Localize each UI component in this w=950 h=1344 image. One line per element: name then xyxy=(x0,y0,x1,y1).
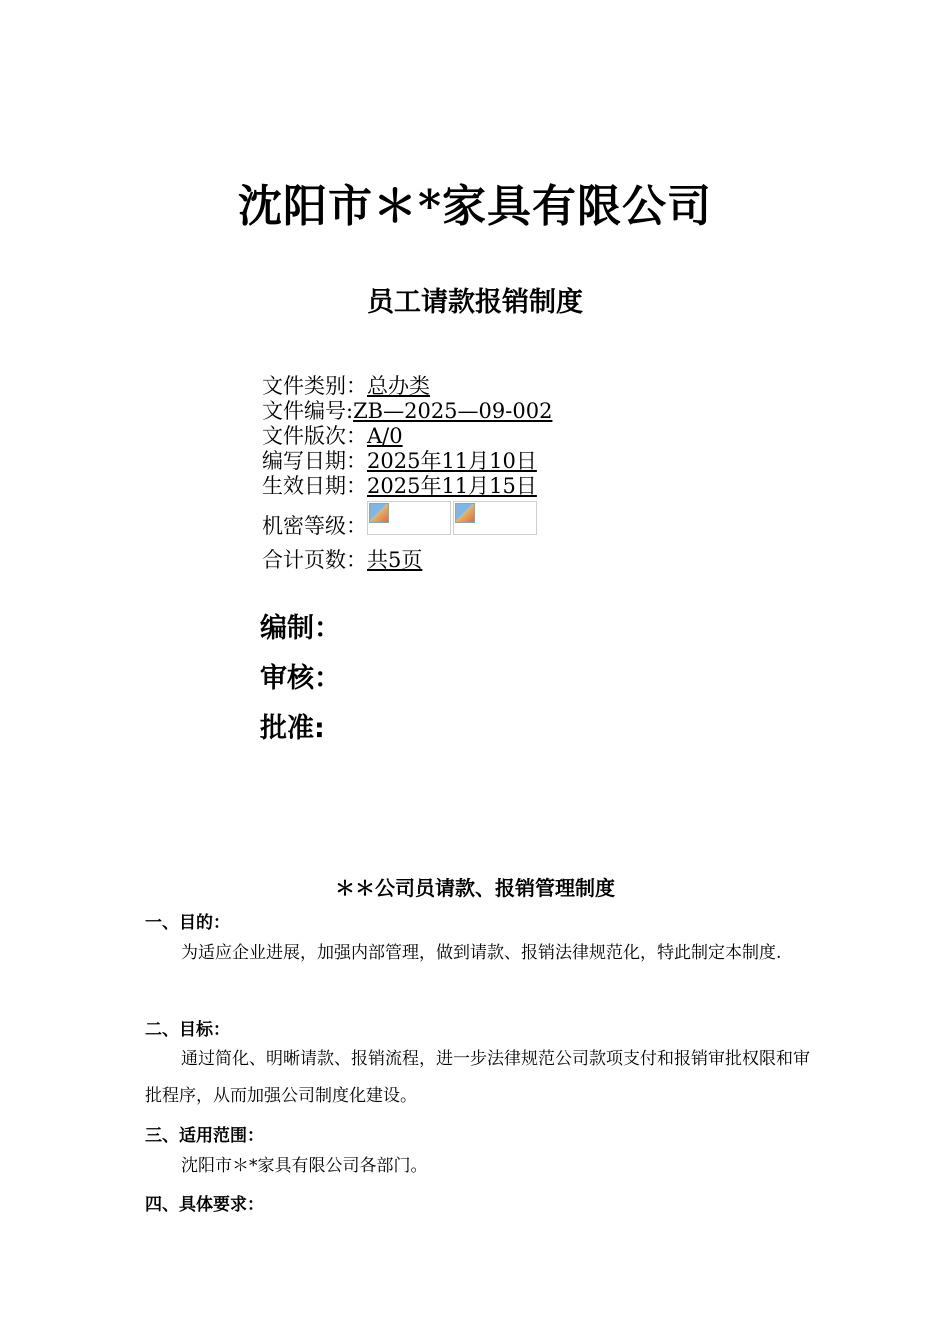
sign-reviewed: 审核： xyxy=(260,663,341,694)
meta-pages-label: 合计页数： xyxy=(262,548,367,572)
section-3-paragraph xyxy=(145,1148,810,1185)
meta-version-value: A/0 xyxy=(367,424,403,448)
body-title: ＊＊公司员请款、报销管理制度 xyxy=(335,876,615,900)
broken-image-icon xyxy=(367,501,451,535)
meta-pages xyxy=(262,547,422,573)
document-subtitle: 员工请款报销制度 xyxy=(367,287,583,318)
section-4-heading: 四、具体要求： xyxy=(145,1195,264,1215)
meta-number-value: ZB—2025—09-002 xyxy=(353,399,553,423)
meta-written-value: 2025年11月10日 xyxy=(367,449,537,473)
meta-category-value: 总办类 xyxy=(367,374,430,398)
meta-version-label: 文件版次： xyxy=(262,424,367,448)
meta-number xyxy=(262,398,552,424)
broken-image-icon xyxy=(453,501,537,535)
sign-compiled: 编制： xyxy=(260,613,341,644)
meta-effective-label: 生效日期： xyxy=(262,474,367,498)
section-2-text: 通过简化、明晰请款、报销流程，进一步法律规范公司款项支付和报销审批权限和审批程序，从而加强公司制度化建设。 xyxy=(145,1049,810,1106)
meta-category-label: 文件类别： xyxy=(262,374,367,398)
section-1-paragraph xyxy=(145,935,810,972)
meta-number-label: 文件编号: xyxy=(262,399,354,423)
section-2-heading: 二、目标： xyxy=(145,1020,230,1040)
meta-secrecy-label: 机密等级： xyxy=(262,514,367,538)
meta-secrecy xyxy=(262,500,539,536)
section-2-paragraph xyxy=(145,1041,810,1115)
sign-approved: 批准: xyxy=(260,713,325,744)
section-1-text: 为适应企业进展，加强内部管理，做到请款、报销法律规范化，特此制定本制度. xyxy=(181,943,782,963)
meta-effective-date xyxy=(262,473,537,499)
section-3-heading: 三、适用范围： xyxy=(145,1126,264,1146)
meta-written-label: 编写日期： xyxy=(262,449,367,473)
company-name: 沈阳市＊*家具有限公司 xyxy=(237,181,712,232)
meta-effective-value: 2025年11月15日 xyxy=(367,474,537,498)
meta-category xyxy=(262,373,430,399)
section-1-heading: 一、目的： xyxy=(145,913,230,933)
meta-written-date xyxy=(262,448,537,474)
meta-version xyxy=(262,423,403,449)
meta-pages-value: 共5页 xyxy=(367,548,423,572)
section-3-text: 沈阳市＊*家具有限公司各部门。 xyxy=(181,1156,428,1176)
